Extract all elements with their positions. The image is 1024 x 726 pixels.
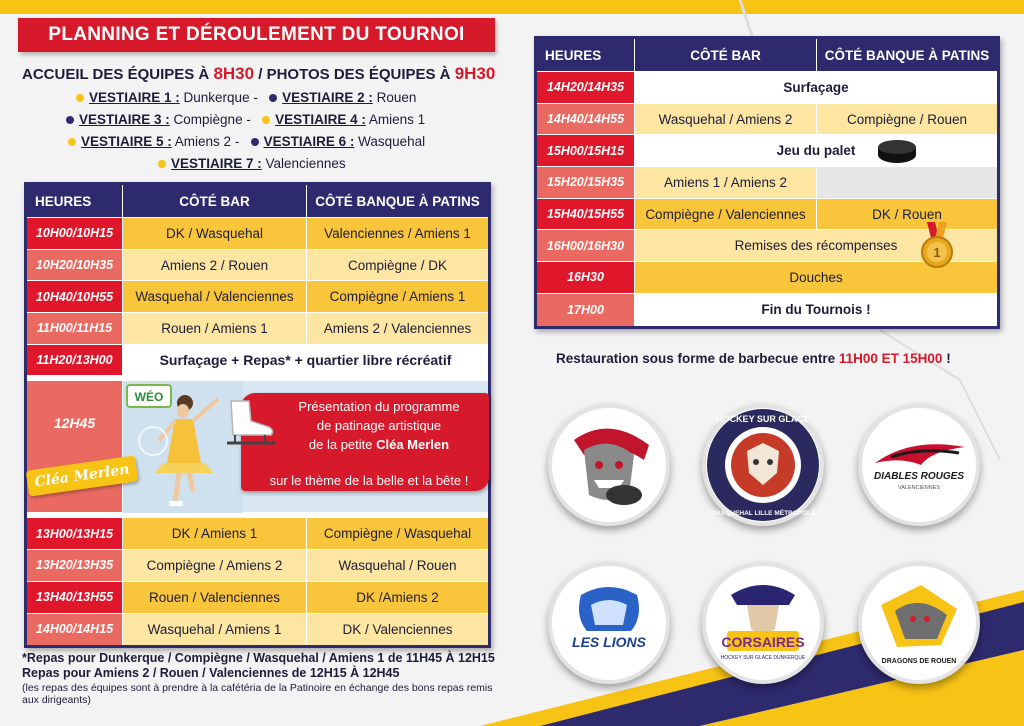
match-banque: Compiègne / Amiens 1 [307,281,488,312]
resto-time-start: 11H00 [838,351,878,366]
table-row [27,614,488,646]
diables-rouges-logo-icon [861,407,977,523]
vestiaire-team: Dunkerque [179,90,250,105]
vestiaire-line-2 [66,112,425,127]
match-banque [817,167,997,198]
vestiaire-line-3 [68,134,425,149]
footnote-line-2: Repas pour Amiens 2 / Rouen / Valenciennes de 12H15 À 12H45 [22,666,400,680]
time-cell: 14H00/14H15 [27,614,123,646]
medal-icon [917,222,957,272]
event-cell [635,230,997,261]
event-cell: Douches [635,262,997,293]
accueil-prefix: ACCUEIL DES ÉQUIPES À [22,66,214,83]
table-row [27,518,488,550]
logo-rouen [858,562,980,684]
time-cell: 14H20/14H35 [537,72,635,103]
diables-sub-text: VALENCIENNES [897,485,941,491]
match-banque: Compiègne / Wasquehal [307,518,488,549]
resto-pre: Restauration sous forme de barbecue entre [556,351,839,366]
promo-line-2: de patinage artistique [316,418,442,434]
corsaires-sub-text: HOCKEY SUR GLACE DUNKERQUE [720,655,806,661]
match-banque: Compiègne / Rouen [817,104,997,135]
match-bar: Rouen / Amiens 1 [123,313,307,344]
event-cell [635,135,997,166]
table-row [537,104,997,136]
time-cell: 12H45 [27,381,123,512]
match-banque: DK / Valenciennes [307,614,488,646]
photos-time: 9H30 [454,64,496,83]
header-cote-bar: CÔTÉ BAR [635,39,817,71]
event-label: Jeu du palet [776,143,856,159]
vestiaire-label: VESTIAIRE 4 : [275,112,366,127]
gothiques-logo-icon [554,410,664,520]
dragons-text: DRAGONS DE ROUEN [881,658,957,665]
table-row [537,167,997,199]
vestiaire-label: VESTIAIRE 3 : [79,112,170,127]
time-cell: 14H40/14H55 [537,104,635,135]
match-bar: Amiens 2 / Rouen [123,250,307,281]
match-banque: Wasquehal / Rouen [307,550,488,581]
match-bar: DK / Amiens 1 [123,518,307,549]
match-bar: Rouen / Valenciennes [123,582,307,613]
table-row [27,250,488,282]
vestiaire-label: VESTIAIRE 2 : [282,90,373,105]
medal-number: 1 [933,245,941,261]
header-cote-banque: CÔTÉ BANQUE À PATINS [824,47,990,63]
accueil-line [22,64,502,84]
table-header [27,185,488,218]
vestiaire-team: Rouen [372,90,417,105]
lions-logo-icon [551,565,667,681]
wasquehal-top-text: HOCKEY SUR GLACE [716,414,810,424]
vestiaire-label: VESTIAIRE 6 : [263,134,355,149]
footnote [22,651,512,706]
accueil-time: 8H30 [213,64,255,83]
header-heures: HEURES [537,39,635,71]
table-row [27,281,488,313]
vestiaire-team: Compiègne [169,112,243,127]
match-banque: Compiègne / DK [307,250,488,281]
time-cell: 15H00/15H15 [537,135,635,166]
table-header [537,39,997,72]
match-bar: Amiens 1 / Amiens 2 [635,167,817,198]
time-cell: 11H00/11H15 [27,313,123,344]
promo-line-4: sur le thème de la belle et la bête ! [269,473,469,489]
table-row [27,218,488,250]
vestiaire-label: VESTIAIRE 1 : [89,90,180,105]
promo-line-3 [273,435,485,454]
resto-time-end: 15H00 [902,351,943,366]
match-bar: DK / Wasquehal [123,218,307,249]
time-cell: 10H20/10H35 [27,250,123,281]
time-cell: 15H20/15H35 [537,167,635,198]
time-cell: 16H00/16H30 [537,230,635,261]
time-cell: 15H40/15H55 [537,199,635,230]
match-bar: Wasquehal / Valenciennes [123,281,307,312]
table-row [537,72,997,104]
rink-sign: WÉO [134,390,164,405]
table-row [27,550,488,582]
vestiaire-team: Wasquehal [354,134,426,149]
vestiaire-line-1 [76,90,416,105]
vestiaire-label: VESTIAIRE 5 : [81,134,172,149]
promo-line-3-pre: de la petite [308,437,377,453]
name-tag: Cléa Merlen [26,456,139,497]
match-bar: Wasquehal / Amiens 2 [635,104,817,135]
event-cell: Fin du Tournois ! [635,294,997,326]
logo-wasquehal [702,404,824,526]
match-bar: Compiègne / Valenciennes [635,199,817,230]
vestiaire-team: Valenciennes [261,156,346,171]
corsaires-logo-icon [705,565,821,681]
time-cell: 16H30 [537,262,635,293]
footnote-line-3: (les repas des équipes sont à prendre à la cafétéria de la Patinoire en échange des bons repas remis aux dirigeants) [22,682,493,706]
bullet-icon [158,160,166,168]
resto-post: ! [942,351,951,366]
logo-valenciennes [858,404,980,526]
separator: - [231,134,240,149]
promo-row [27,381,488,513]
match-banque: DK /Amiens 2 [307,582,488,613]
lions-text: LES LIONS [572,634,646,650]
table-row [537,294,997,326]
time-cell: 17H00 [537,294,635,326]
event-label: Remises des récompenses [734,238,898,254]
logo-amiens [548,404,670,526]
match-banque: Amiens 2 / Valenciennes [307,313,488,344]
table-row [27,313,488,345]
separator: - [242,112,251,127]
promo-line-1: Présentation du programme [298,399,460,415]
match-bar: Compiègne / Amiens 2 [123,550,307,581]
restauration-note [556,351,951,366]
match-banque: DK / Rouen [817,199,997,230]
vestiaire-team: Amiens 1 [365,112,426,127]
dragons-logo-icon [861,565,977,681]
wasquehal-logo-icon [705,407,821,523]
header-cote-bar: CÔTÉ BAR [123,185,307,217]
vestiaire-label: VESTIAIRE 7 : [171,156,262,171]
header-heures: HEURES [27,185,123,217]
bullet-icon [68,138,76,146]
match-bar: Wasquehal / Amiens 1 [123,614,307,646]
table-row [537,135,997,167]
time-cell: 11H20/13H00 [27,345,123,376]
bullet-icon [269,94,277,102]
promo-skater-name: Cléa Merlen [376,437,450,453]
time-cell: 13H40/13H55 [27,582,123,613]
time-cell: 13H00/13H15 [27,518,123,549]
event-cell: Surfaçage [635,72,997,103]
table-row [27,582,488,614]
page-title: PLANNING ET DÉROULEMENT DU TOURNOI [18,18,495,52]
logo-corsaires [702,562,824,684]
bullet-icon [76,94,84,102]
wasquehal-bottom-text: WASQUEHAL LILLE MÉTROPOLE [710,510,816,517]
corsaires-text: CORSAIRES [721,634,805,650]
time-cell: 10H00/10H15 [27,218,123,249]
table-row [537,230,997,262]
schedule-table-afternoon [534,36,1000,329]
vestiaire-line-4 [158,156,346,171]
vestiaire-team: Amiens 2 [171,134,232,149]
resto-mid: ET [877,351,903,366]
match-banque: Valenciennes / Amiens 1 [307,218,488,249]
schedule-table-morning [24,182,491,648]
lunch-cell: Surfaçage + Repas* + quartier libre récréatif [123,345,488,376]
promo-text [273,397,485,454]
logo-lions [548,562,670,684]
table-row-lunch [27,345,488,377]
bullet-icon [66,116,74,124]
footnote-line-1: *Repas pour Dunkerque / Compiègne / Wasquehal / Amiens 1 de 11H45 À 12H15 [22,651,495,665]
separator: - [249,90,258,105]
bullet-icon [262,116,270,124]
photos-prefix: / PHOTOS DES ÉQUIPES À [254,66,455,83]
bullet-icon [251,138,259,146]
header-cote-banque: CÔTÉ BANQUE À PATINS [315,193,480,209]
time-cell: 13H20/13H35 [27,550,123,581]
puck-icon [875,137,919,165]
skate-icon [219,395,279,451]
diables-text: DIABLES ROUGES [873,471,965,482]
time-cell: 10H40/10H55 [27,281,123,312]
